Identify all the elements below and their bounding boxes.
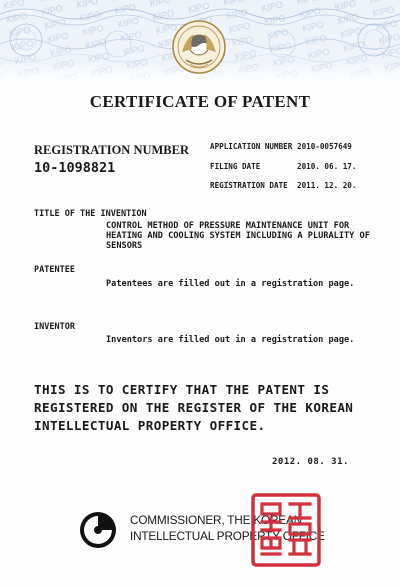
issue-date: 2012. 08. 31. (272, 457, 349, 467)
kipo-swirl-logo-icon (78, 510, 118, 550)
invention-title-label: TITLE OF THE INVENTION (34, 209, 147, 219)
invention-title-line: CONTROL METHOD OF PRESSURE MAINTENANCE UNIT FOR (106, 221, 350, 231)
registration-date-value: 2011. 12. 20. (297, 181, 357, 190)
patentee-label: PATENTEE (34, 265, 75, 275)
registration-number-value: 10-1098821 (34, 160, 116, 176)
inventor-label: INVENTOR (34, 322, 75, 332)
red-official-seal-icon (250, 492, 322, 568)
registration-date-label: REGISTRATION DATE (210, 181, 288, 190)
commissioner-line: INTELLECTUAL PROPERTY OFFICE (130, 529, 325, 543)
application-number-row (210, 142, 356, 162)
certification-line: INTELLECTUAL PROPERTY OFFICE. (34, 418, 266, 433)
patentee-text: Patentees are filled out in a registration page. (106, 279, 355, 289)
invention-title-line: SENSORS (106, 241, 143, 251)
invention-title-line: HEATING AND COOLING SYSTEM INCLUDING A PLURALITY OF (106, 231, 370, 241)
registration-number-label: REGISTRATION NUMBER (34, 143, 189, 157)
application-number-label: APPLICATION NUMBER (210, 142, 293, 151)
gold-phoenix-emblem-icon (170, 18, 228, 76)
filing-date-value: 2010. 06. 17. (297, 161, 357, 171)
certification-line: THIS IS TO CERTIFY THAT THE PATENT IS (34, 382, 330, 397)
filing-date-label: FILING DATE (210, 161, 261, 171)
application-number-value: 2010-0057649 (297, 142, 352, 151)
application-details (210, 142, 356, 201)
certificate-title: CERTIFICATE OF PATENT (89, 92, 311, 111)
filing-date-row (210, 162, 356, 182)
inventor-text: Inventors are filled out in a registration page. (106, 335, 355, 345)
commissioner-line: COMMISSIONER, THE KOREAN (130, 513, 302, 527)
certification-statement (34, 381, 374, 435)
registration-date-row (210, 181, 356, 201)
invention-title-text (106, 221, 370, 251)
certification-line: REGISTERED ON THE REGISTER OF THE KOREAN (34, 400, 354, 415)
